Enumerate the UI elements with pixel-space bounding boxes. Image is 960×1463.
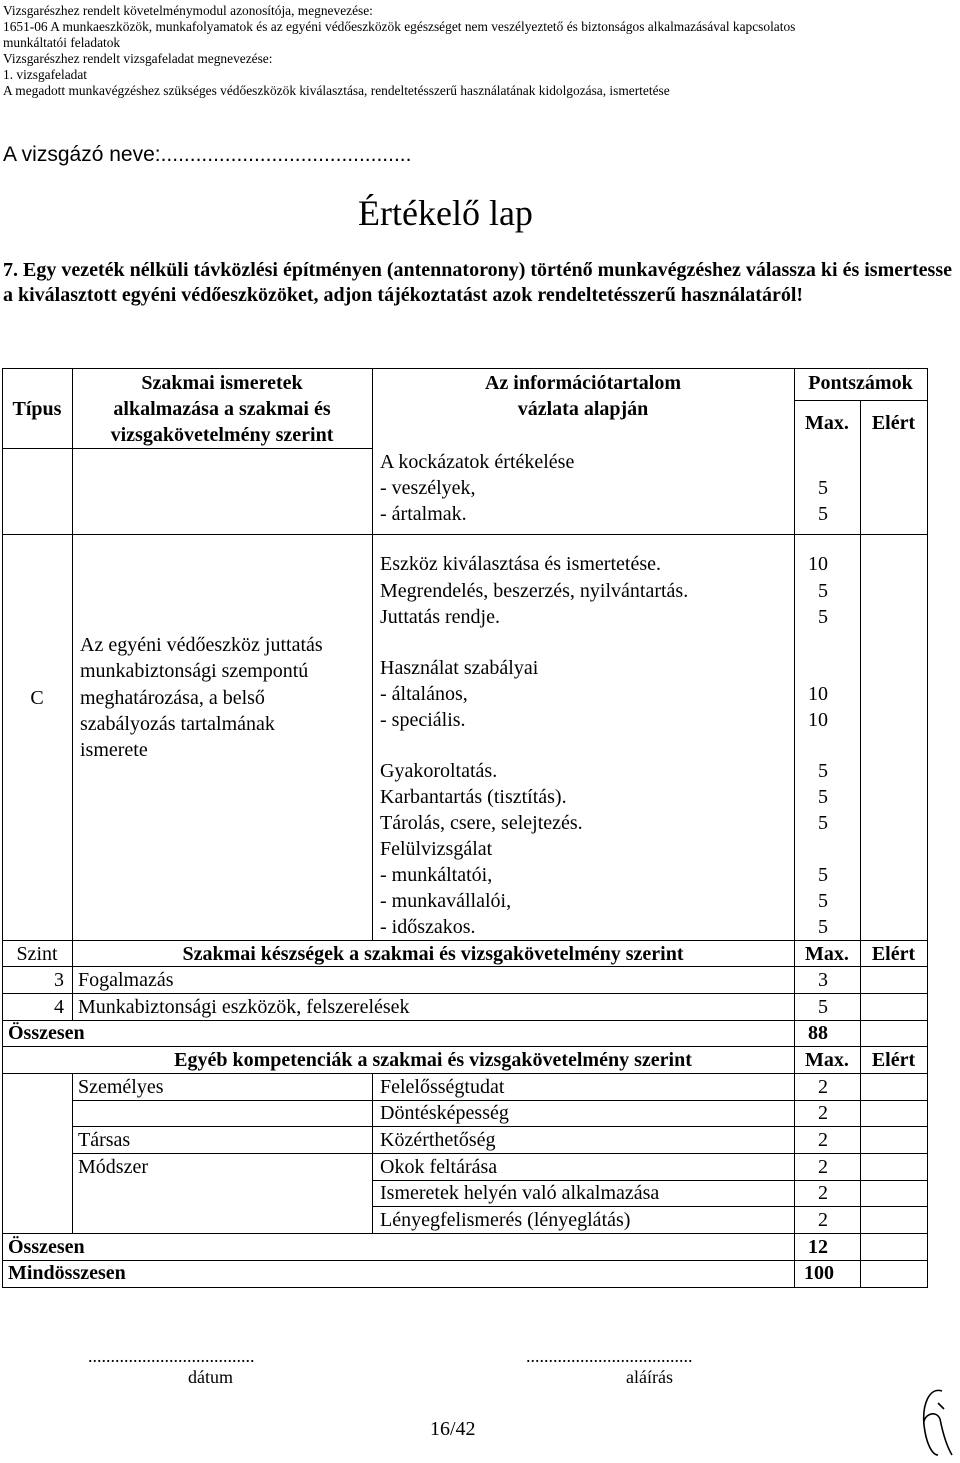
skills-achieved-header: Elért [871,943,916,965]
skills-level-header: Szint [16,943,58,965]
max-points: 5 [818,864,828,886]
page-number: 16/42 [430,1418,476,1440]
c-description-line: szabályozás tartalmának [80,713,275,735]
max-points: 2 [818,1076,828,1098]
max-points: 5 [818,916,828,938]
max-points: 5 [818,760,828,782]
column-header-type: Típus [12,398,62,420]
info-item: Juttatás rendje. [380,606,500,628]
column-header-info: Az információtartalom [484,372,682,394]
max-points: 5 [818,606,828,628]
subtotal-value: 12 [808,1236,828,1258]
max-points: 5 [818,996,828,1018]
competence-name: Ismeretek helyén való alkalmazása [380,1182,660,1204]
max-points: 10 [808,553,828,575]
competence-category: Módszer [78,1156,148,1178]
info-item: Tárolás, csere, selejtezés. [380,812,583,834]
c-description-line: Az egyéni védőeszköz juttatás [80,634,323,656]
competence-name: Felelősségtudat [380,1076,505,1098]
skill-level: 3 [54,969,64,991]
skill-name: Fogalmazás [78,969,174,991]
max-points: 5 [818,812,828,834]
info-item: - általános, [380,683,468,705]
max-points: 3 [818,969,828,991]
competence-name: Okok feltárása [380,1156,498,1178]
info-item: Használat szabályai [380,657,539,679]
task-name: A megadott munkavégzéshez szükséges védőeszközök kiválasztása, rendeltetésszerű használatának kidolgozása, ismertetése [3,83,670,98]
page-title: Értékelő lap [358,193,533,233]
competence-name: Közérthetőség [380,1129,496,1151]
max-points: 2 [818,1129,828,1151]
max-points: 5 [818,477,828,499]
date-dotted-line: ..................................... [88,1346,255,1366]
subtotal-label: Összesen [8,1022,85,1044]
subtotal-value: 88 [808,1022,828,1044]
max-points: 10 [808,683,828,705]
column-header-knowledge-3: vizsgakövetelmény szerint [110,424,334,446]
c-description-line: meghatározása, a belső [80,687,265,709]
module-name: 1651-06 A munkaeszközök, munkafolyamatok és az egyéni védőeszközök egészséget nem veszélyeztető és biztonságos alkalmazásával kapcsolatos [3,19,796,34]
competences-achieved-header: Elért [871,1049,916,1071]
competence-name: Döntésképesség [380,1102,509,1124]
info-item: Karbantartás (tisztítás). [380,786,567,808]
subtotal-label: Összesen [8,1236,85,1258]
module-header-label: Vizsgarészhez rendelt követelménymodul azonosítója, megnevezése: [3,3,373,18]
skill-name: Munkabiztonsági eszközök, felszerelések [78,996,410,1018]
info-item: A kockázatok értékelése [380,451,575,473]
column-header-knowledge-2: alkalmazása a szakmai és [113,398,331,420]
max-points: 2 [818,1102,828,1124]
grand-total-value: 100 [804,1262,834,1284]
max-points: 10 [808,709,828,731]
c-description-line: munkabiztonsági szempontú [80,660,309,682]
competence-category: Társas [78,1129,131,1151]
max-points: 5 [818,786,828,808]
skills-max-header: Max. [805,943,849,965]
competence-category: Személyes [78,1076,164,1098]
skill-level: 4 [54,996,64,1018]
info-item: - munkáltatói, [380,864,493,886]
info-item: Eszköz kiválasztása és ismertetése. [380,553,661,575]
max-points: 5 [818,503,828,525]
column-header-max: Max. [805,412,849,434]
c-description-line: ismerete [80,739,148,761]
max-points: 2 [818,1182,828,1204]
competence-name: Lényegfelismerés (lényeglátás) [380,1209,631,1231]
max-points: 2 [818,1156,828,1178]
column-header-points: Pontszámok [808,372,913,394]
max-points: 5 [818,890,828,912]
max-points: 2 [818,1209,828,1231]
module-name-cont: munkáltatói feladatok [3,35,121,50]
info-item: - időszakos. [380,916,476,938]
info-item: Gyakoroltatás. [380,760,498,782]
task-number: 1. vizsgafeladat [3,67,88,82]
info-item: Megrendelés, beszerzés, nyilvántartás. [380,580,689,602]
type-c-label: C [30,687,44,709]
info-item: - munkavállalói, [380,890,512,912]
signature-label: aláírás [626,1367,673,1387]
grand-total-label: Mindösszesen [8,1262,126,1284]
info-item: Felülvizsgálat [380,838,493,860]
signature-dotted-line: ..................................... [526,1346,693,1366]
examinee-name-field: A vizsgázó neve:........................................... [3,143,412,166]
column-header-achieved: Elért [871,412,916,434]
skills-heading: Szakmai készségek a szakmai és vizsgakövetelmény szerint [182,943,684,965]
competences-max-header: Max. [805,1049,849,1071]
handwritten-signature [916,1385,958,1461]
column-header-knowledge: Szakmai ismeretek [141,372,303,394]
max-points: 5 [818,580,828,602]
competences-heading: Egyéb kompetenciák a szakmai és vizsgakövetelmény szerint [174,1049,692,1071]
task-description: 7. Egy vezeték nélküli távközlési építményen (antennatorony) történő munkavégzéshez válassza ki és ismertesse a kiválasztott egyéni védőeszközöket, adjon tájékoztatást azok rendeltetésszerű használatáról! [3,259,952,306]
date-label: dátum [188,1367,233,1387]
info-item: - ártalmak. [380,503,467,525]
column-header-info-2: vázlata alapján [517,398,649,420]
task-header-label: Vizsgarészhez rendelt vizsgafeladat megnevezése: [3,51,273,66]
info-item: - speciális. [380,709,466,731]
info-item: - veszélyek, [380,477,476,499]
